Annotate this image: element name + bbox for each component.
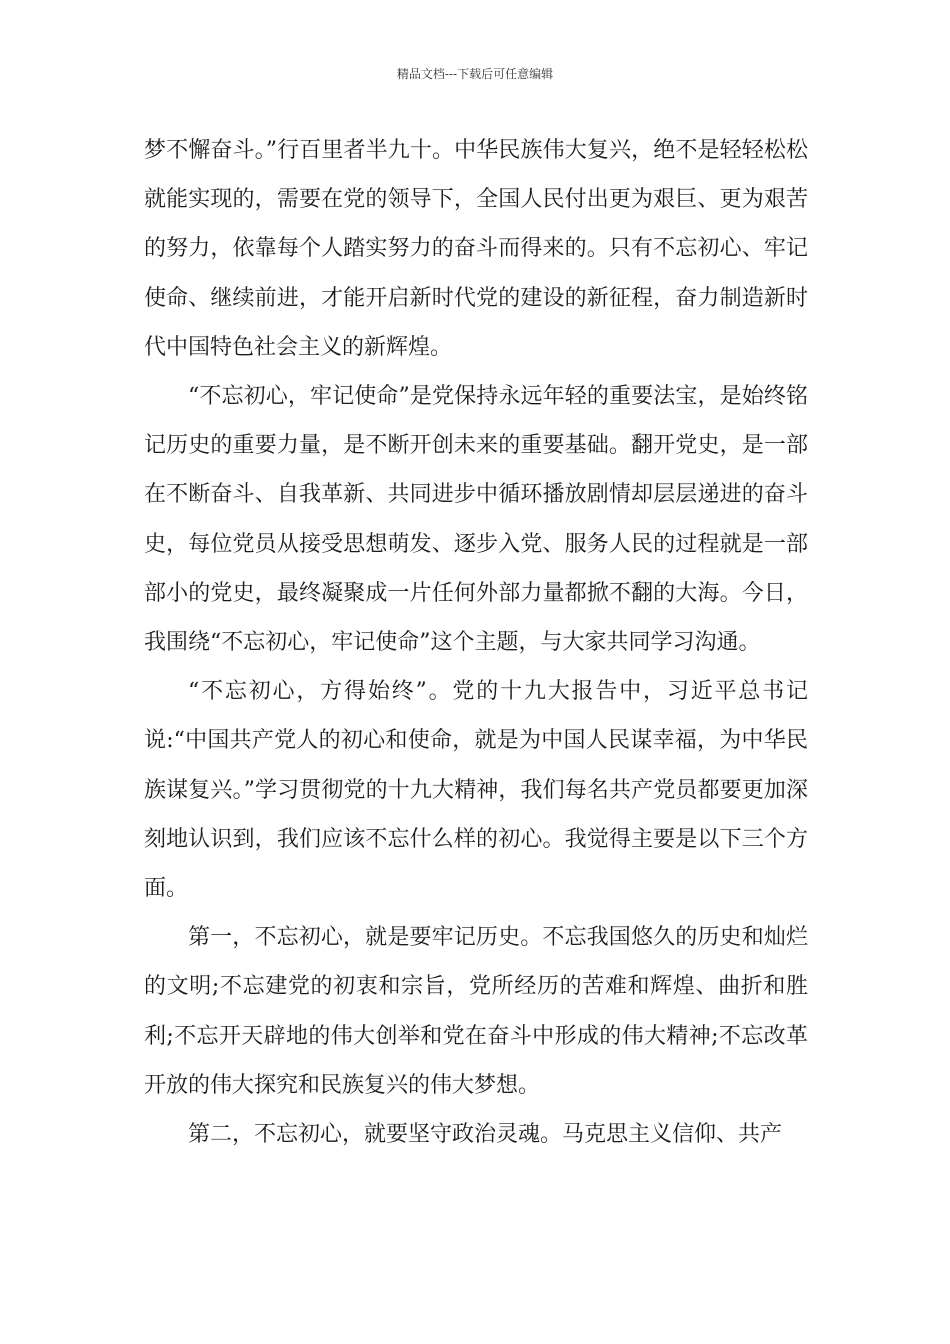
- paragraph-5: 第二，不忘初心，就要坚守政治灵魂。马克思主义信仰、共产: [188, 1122, 783, 1148]
- paragraph-3: “不忘初心，方得始终”。党的十九大报告中，习近平总书记说:“中国共产党人的初心和使命，就是为中国人民谋幸福，为中华民族谋复兴。”学习贯彻党的十九大精神，我们每名共产党员都要更加深刻地认识到，我们应该不忘什么样的初心。我觉得主要是以下三个方面。: [144, 679, 808, 902]
- paragraph-1: 梦不懈奋斗。”行百里者半九十。中华民族伟大复兴，绝不是轻轻松松就能实现的，需要在党的领导下，全国人民付出更为艰巨、更为艰苦的努力，依靠每个人踏实努力的奋斗而得来的。只有不忘初心、牢记使命、继续前进，才能开启新时代党的建设的新征程，奋力制造新时代中国特色社会主义的新辉煌。: [144, 138, 808, 360]
- document-body: [144, 126, 808, 1159]
- paragraph-2: “不忘初心，牢记使命”是党保持永远年轻的重要法宝，是始终铭记历史的重要力量，是不断开创未来的重要基础。翻开党史，是一部在不断奋斗、自我革新、共同进步中循环播放剧情却层层递进的奋斗史，每位党员从接受思想萌发、逐步入党、服务人民的过程就是一部部小的党史，最终凝聚成一片任何外部力量都掀不翻的大海。今日，我围绕“不忘初心，牢记使命”这个主题，与大家共同学习沟通。: [144, 384, 808, 656]
- paragraph-4: 第一，不忘初心，就是要牢记历史。不忘我国悠久的历史和灿烂的文明;不忘建党的初衷和宗旨，党所经历的苦难和辉煌、曲折和胜利;不忘开天辟地的伟大创举和党在奋斗中形成的伟大精神;不忘改革开放的伟大探究和民族复兴的伟大梦想。: [144, 925, 808, 1098]
- page-header: 精品文档---下载后可任意编辑: [396, 67, 554, 81]
